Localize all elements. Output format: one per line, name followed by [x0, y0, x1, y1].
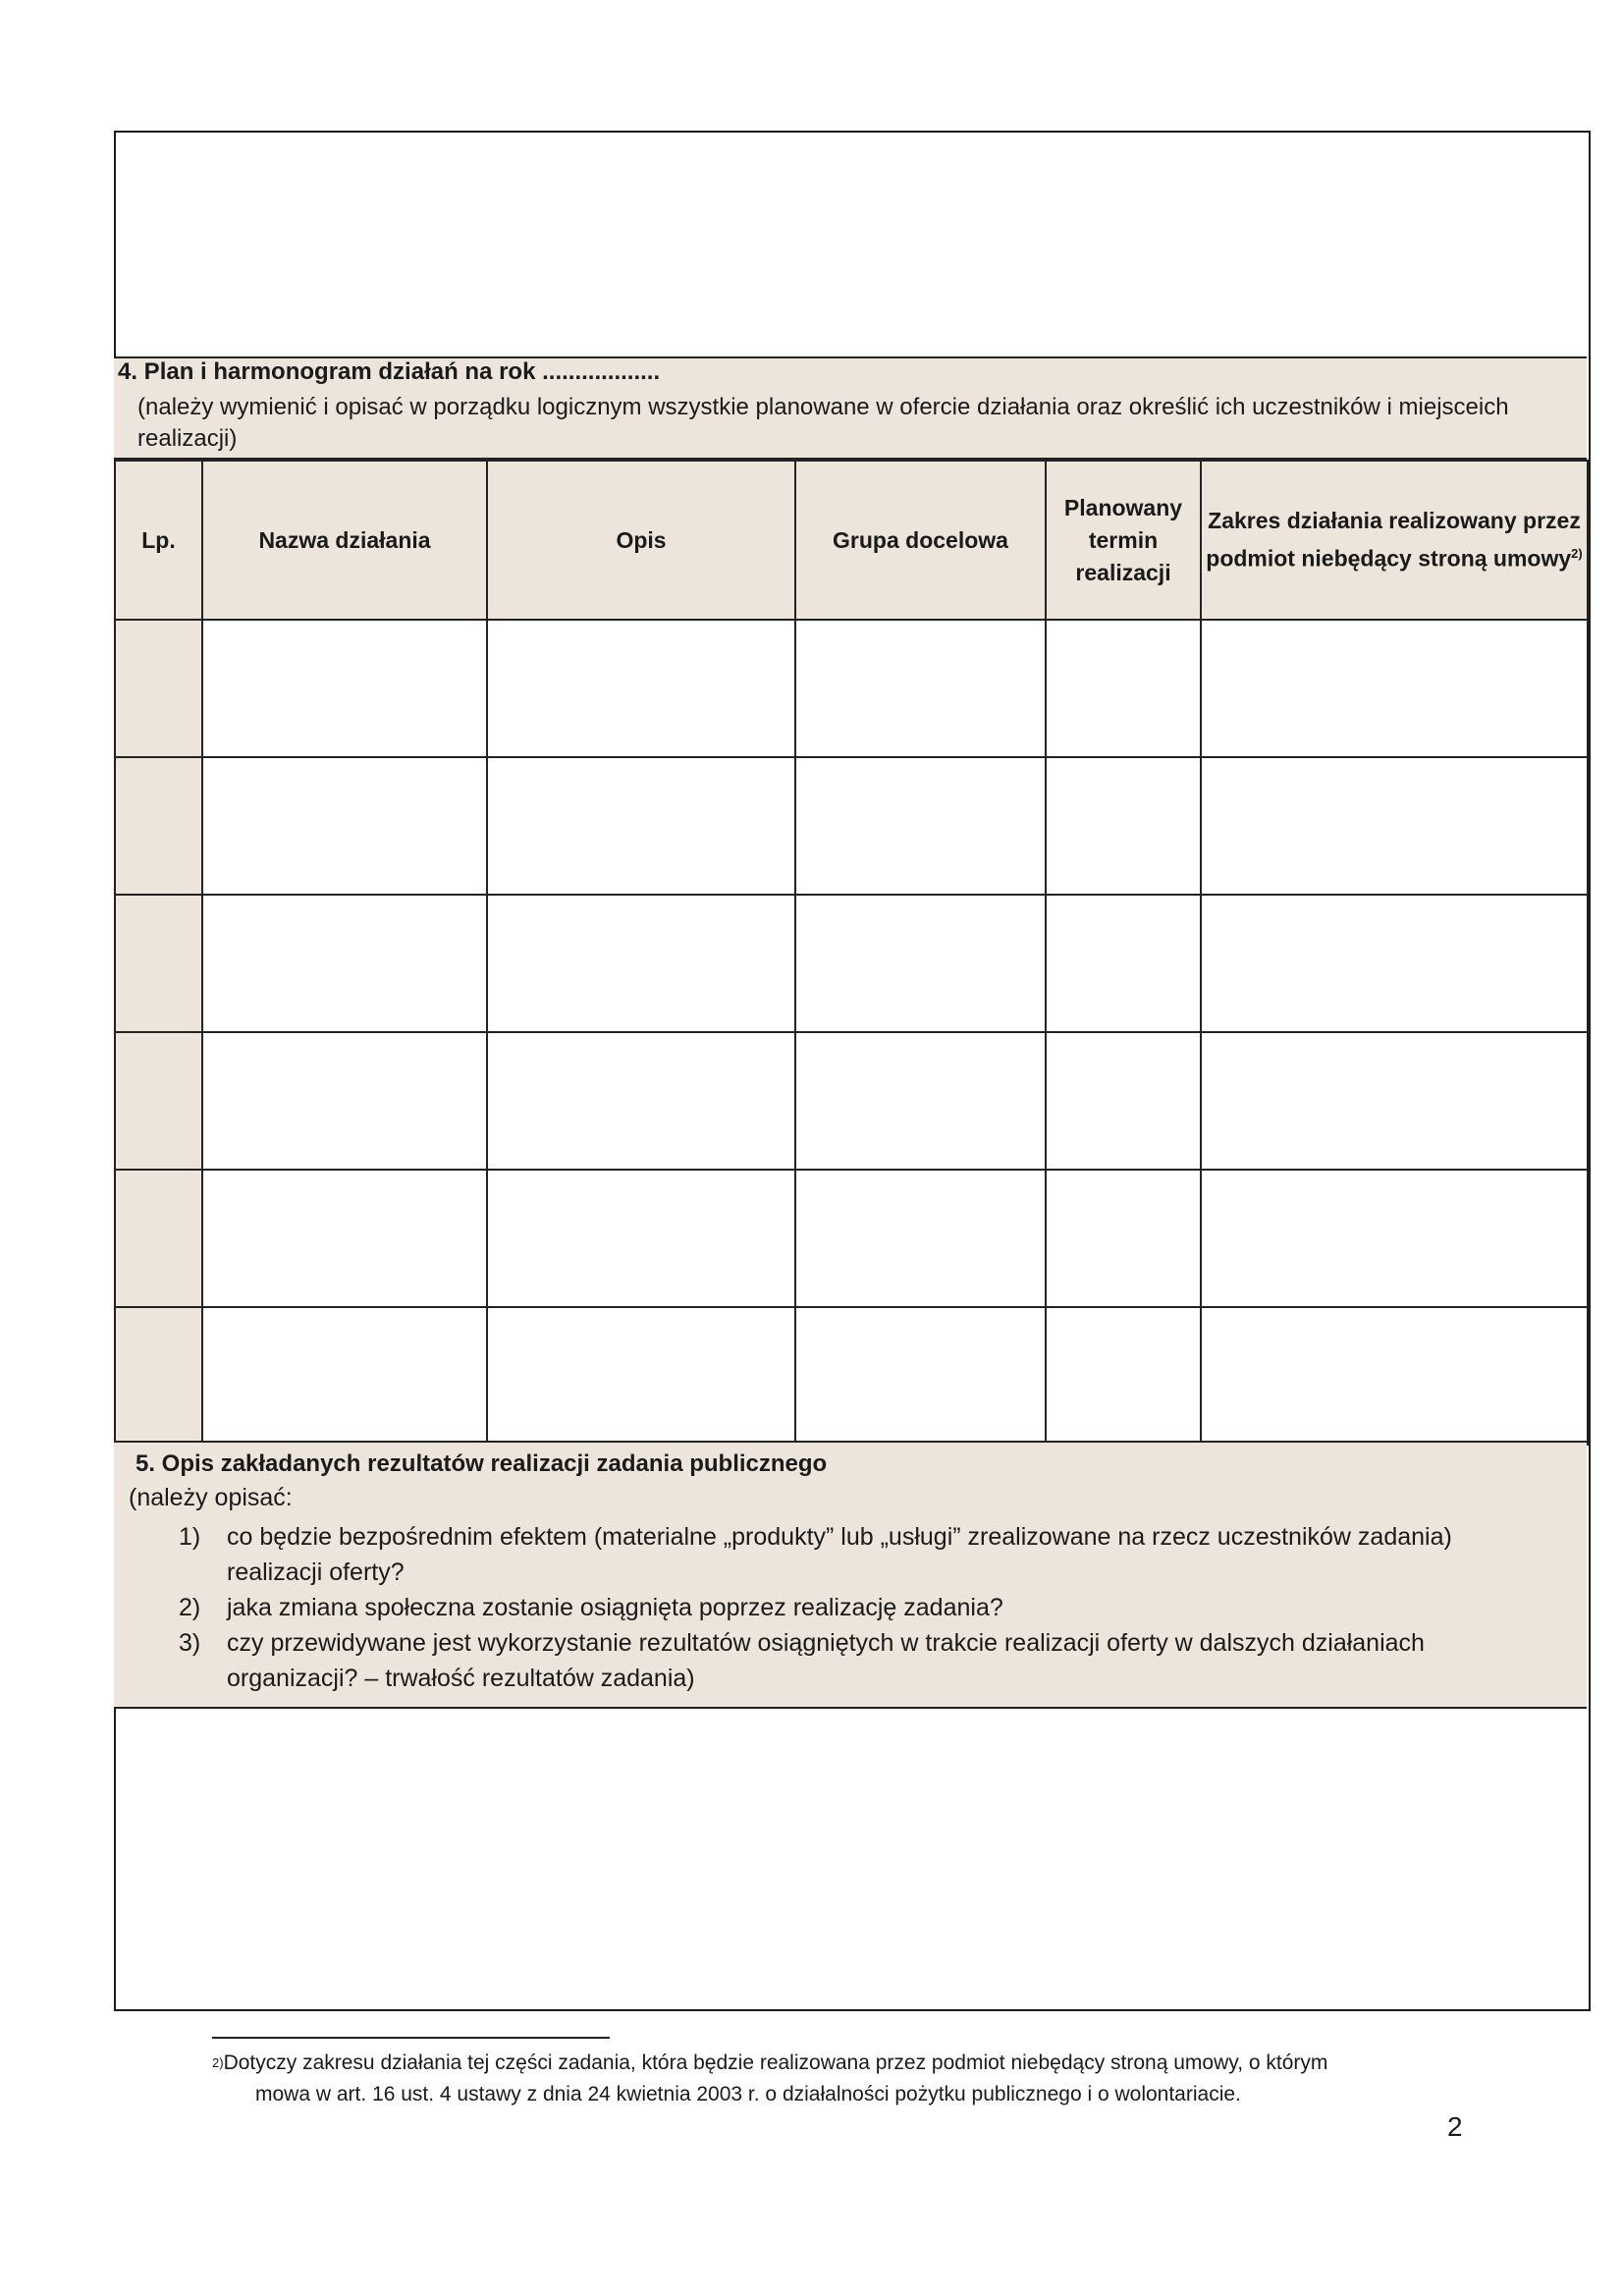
- footnote-text: Dotyczy zakresu działania tej części zadania, która będzie realizowana przez podmiot niebędący stroną umowy, o którym: [223, 2051, 1328, 2074]
- col-lp: Lp.: [115, 461, 202, 620]
- scope-cell[interactable]: [1201, 620, 1588, 757]
- term-cell[interactable]: [1046, 895, 1201, 1032]
- group-cell[interactable]: [795, 1170, 1046, 1307]
- col-scope-label: Zakres działania realizowany przez podmiot niebędący stroną umowy: [1206, 508, 1581, 572]
- item-text: jaka zmiana społeczna zostanie osiągnięta poprzez realizację zadania?: [227, 1594, 1003, 1621]
- scope-cell[interactable]: [1201, 757, 1588, 895]
- desc-cell[interactable]: [487, 757, 795, 895]
- term-cell[interactable]: [1046, 1170, 1201, 1307]
- footnote-divider: [212, 2037, 610, 2039]
- term-cell[interactable]: [1046, 1032, 1201, 1170]
- table-row: [115, 757, 1588, 895]
- name-cell[interactable]: [202, 1170, 487, 1307]
- lp-cell[interactable]: [115, 895, 202, 1032]
- table-row: [115, 1307, 1588, 1445]
- lp-cell[interactable]: [115, 1170, 202, 1307]
- table-row: [115, 1032, 1588, 1170]
- group-cell[interactable]: [795, 757, 1046, 895]
- table-row: [115, 620, 1588, 757]
- lp-cell[interactable]: [115, 1032, 202, 1170]
- scope-cell[interactable]: [1201, 1032, 1588, 1170]
- scope-cell[interactable]: [1201, 1307, 1588, 1445]
- table-header-row: [115, 461, 1588, 620]
- col-name: Nazwa działania: [202, 461, 487, 620]
- lp-cell[interactable]: [115, 620, 202, 757]
- scope-cell[interactable]: [1201, 1170, 1588, 1307]
- name-cell[interactable]: [202, 620, 487, 757]
- lp-cell[interactable]: [115, 1307, 202, 1445]
- item-number: 3): [179, 1629, 201, 1657]
- section5-question-list: [114, 1519, 1587, 1696]
- term-cell[interactable]: [1046, 757, 1201, 895]
- footnote-line-2: mowa w art. 16 ust. 4 ustawy z dnia 24 kwietnia 2003 r. o działalności pożytku publicznego i o wolontariacie.: [255, 2083, 1241, 2105]
- col-desc: Opis: [487, 461, 795, 620]
- group-cell[interactable]: [795, 1032, 1046, 1170]
- name-cell[interactable]: [202, 1032, 487, 1170]
- section5-header: [114, 1441, 1587, 1709]
- lp-cell[interactable]: [115, 757, 202, 895]
- item-number: 2): [179, 1594, 201, 1621]
- footnote: [212, 2048, 1479, 2110]
- desc-cell[interactable]: [487, 1170, 795, 1307]
- group-cell[interactable]: [795, 620, 1046, 757]
- section4-title: 4. Plan i harmonogram działań na rok ..................: [118, 358, 661, 385]
- list-item: [114, 1519, 1503, 1590]
- section5-title: 5. Opis zakładanych rezultatów realizacji zadania publicznego: [135, 1450, 828, 1477]
- scope-cell[interactable]: [1201, 895, 1588, 1032]
- name-cell[interactable]: [202, 757, 487, 895]
- col-scope: [1201, 461, 1588, 620]
- group-cell[interactable]: [795, 1307, 1046, 1445]
- table-row: [115, 1170, 1588, 1307]
- footnote-ref: 2): [1571, 546, 1583, 562]
- col-group: Grupa docelowa: [795, 461, 1046, 620]
- col-term: Planowany termin realizacji: [1046, 461, 1201, 620]
- item-text: czy przewidywane jest wykorzystanie rezultatów osiągniętych w trakcie realizacji oferty w dalszych działaniach organizacji? – trwałość rezultatów zadania): [227, 1629, 1425, 1692]
- page-number: 2: [1447, 2111, 1463, 2142]
- section4-hint: (należy wymienić i opisać w porządku logicznym wszystkie planowane w ofercie działania oraz określić ich uczestników i miejsceich realizacji): [137, 394, 1509, 452]
- item-number: 1): [179, 1523, 201, 1551]
- desc-cell[interactable]: [487, 1032, 795, 1170]
- footnote-marker: 2): [212, 2055, 224, 2070]
- item-text: co będzie bezpośrednim efektem (materialne „produkty” lub „usługi” zrealizowane na rzecz uczestników zadania) realizacji oferty?: [227, 1523, 1452, 1586]
- activity-plan-table: [114, 460, 1589, 1446]
- desc-cell[interactable]: [487, 1307, 795, 1445]
- table-row: [115, 895, 1588, 1032]
- group-cell[interactable]: [795, 895, 1046, 1032]
- desc-cell[interactable]: [487, 895, 795, 1032]
- list-item: [114, 1590, 1503, 1625]
- name-cell[interactable]: [202, 1307, 487, 1445]
- section5-hint: (należy opisać:: [129, 1484, 293, 1511]
- desc-cell[interactable]: [487, 620, 795, 757]
- section4-header: [114, 356, 1587, 460]
- footnote-line-1: [212, 2048, 1479, 2079]
- name-cell[interactable]: [202, 895, 487, 1032]
- term-cell[interactable]: [1046, 1307, 1201, 1445]
- list-item: [114, 1625, 1503, 1696]
- term-cell[interactable]: [1046, 620, 1201, 757]
